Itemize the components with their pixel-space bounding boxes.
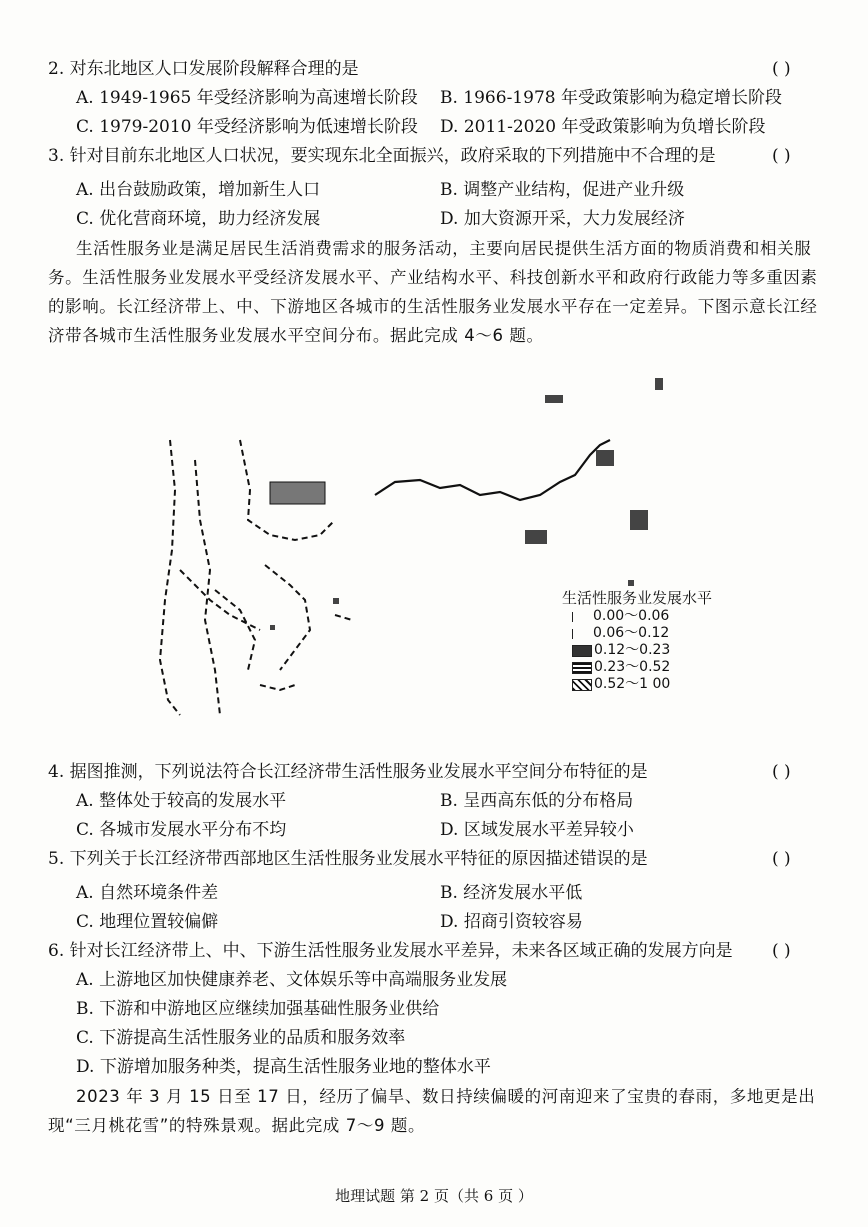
q3-option-d: D. 加大资源开采，大力发展经济 bbox=[440, 209, 685, 229]
q2-option-b: B. 1966-1978 年受政策影响为稳定增长阶段 bbox=[440, 88, 782, 108]
legend-swatch-5 bbox=[572, 679, 592, 691]
q5-option-d: D. 招商引资较容易 bbox=[440, 912, 583, 932]
q6-option-b: B. 下游和中游地区应继续加强基础性服务业供给 bbox=[76, 999, 440, 1019]
legend-label: 0.23～0.52 bbox=[594, 659, 671, 675]
answer-paren-5: ( ) bbox=[772, 849, 791, 869]
q5-option-a: A. 自然环境条件差 bbox=[76, 883, 219, 903]
q4-option-a: A. 整体处于较高的发展水平 bbox=[76, 791, 287, 811]
question-5-stem: 5. 下列关于长江经济带西部地区生活性服务业发展水平特征的原因描述错误的是 bbox=[48, 849, 648, 869]
question-3-stem: 3. 针对目前东北地区人口状况，要实现东北全面振兴，政府采取的下列措施中不合理的是 bbox=[48, 146, 716, 166]
material-paragraph-1: 生活性服务业是满足居民生活消费需求的服务活动，主要向居民提供生活方面的物质消费和相关服务。生活性服务业发展水平受经济发展水平、产业结构水平、科技创新水平和政府行政能力等多重因素的影响。长江经济带上、中、下游地区各城市的生活性服务业发展水平存在一定差异。下图示意长江经济带各城市生活性服务业发展水平空间分布。据此完成 4～6 题。 bbox=[48, 239, 818, 345]
legend-item bbox=[572, 676, 712, 693]
legend-label: 0.00～0.06 bbox=[593, 608, 670, 624]
legend-item bbox=[572, 659, 712, 676]
q2-option-c: C. 1979-2010 年受经济影响为低速增长阶段 bbox=[76, 117, 418, 137]
q3-option-c: C. 优化营商环境，助力经济发展 bbox=[76, 209, 321, 229]
legend-item bbox=[572, 608, 712, 625]
answer-paren-3: ( ) bbox=[772, 146, 791, 166]
q5-option-b: B. 经济发展水平低 bbox=[440, 883, 583, 903]
question-6-stem: 6. 针对长江经济带上、中、下游生活性服务业发展水平差异，未来各区域正确的发展方向是 bbox=[48, 941, 733, 961]
answer-paren-4: ( ) bbox=[772, 762, 791, 782]
q6-option-c: C. 下游提高生活性服务业的品质和服务效率 bbox=[76, 1028, 406, 1048]
legend-item bbox=[572, 625, 712, 642]
page-footer: 地理试题 第 2 页（共 6 页 ） bbox=[335, 1187, 533, 1205]
answer-paren-6: ( ) bbox=[772, 941, 791, 961]
question-2-stem: 2. 对东北地区人口发展阶段解释合理的是 bbox=[48, 59, 359, 79]
q3-option-b: B. 调整产业结构，促进产业升级 bbox=[440, 180, 685, 200]
answer-paren-2: ( ) bbox=[772, 59, 791, 79]
q3-option-a: A. 出台鼓励政策，增加新生人口 bbox=[76, 180, 321, 200]
q6-option-d: D. 下游增加服务种类，提高生活性服务业地的整体水平 bbox=[76, 1057, 491, 1077]
q2-option-a: A. 1949-1965 年受经济影响为高速增长阶段 bbox=[76, 88, 418, 108]
q4-option-c: C. 各城市发展水平分布不均 bbox=[76, 820, 287, 840]
legend-swatch-1 bbox=[572, 612, 591, 622]
legend-swatch-3 bbox=[572, 645, 592, 657]
legend-label: 0.52～1 00 bbox=[594, 676, 671, 692]
legend-item bbox=[572, 642, 712, 659]
legend-label: 0.12～0.23 bbox=[594, 642, 671, 658]
map-legend bbox=[562, 588, 712, 693]
material-paragraph-2: 2023 年 3 月 15 日至 17 日，经历了偏旱、数日持续偏暖的河南迎来了宝贵的春雨，多地更是出现“三月桃花雪”的特殊景观。据此完成 7～9 题。 bbox=[48, 1087, 816, 1135]
q4-option-d: D. 区域发展水平差异较小 bbox=[440, 820, 634, 840]
q4-option-b: B. 呈西高东低的分布格局 bbox=[440, 791, 634, 811]
legend-title: 生活性服务业发展水平 bbox=[562, 589, 713, 607]
legend-swatch-2 bbox=[572, 629, 591, 639]
q5-option-c: C. 地理位置较偏僻 bbox=[76, 912, 219, 932]
legend-label: 0.06～0.12 bbox=[593, 625, 670, 641]
question-4-stem: 4. 据图推测，下列说法符合长江经济带生活性服务业发展水平空间分布特征的是 bbox=[48, 762, 648, 782]
legend-swatch-4 bbox=[572, 662, 592, 674]
q2-option-d: D. 2011-2020 年受政策影响为负增长阶段 bbox=[440, 117, 766, 137]
q6-option-a: A. 上游地区加快健康养老、文体娱乐等中高端服务业发展 bbox=[76, 970, 508, 990]
